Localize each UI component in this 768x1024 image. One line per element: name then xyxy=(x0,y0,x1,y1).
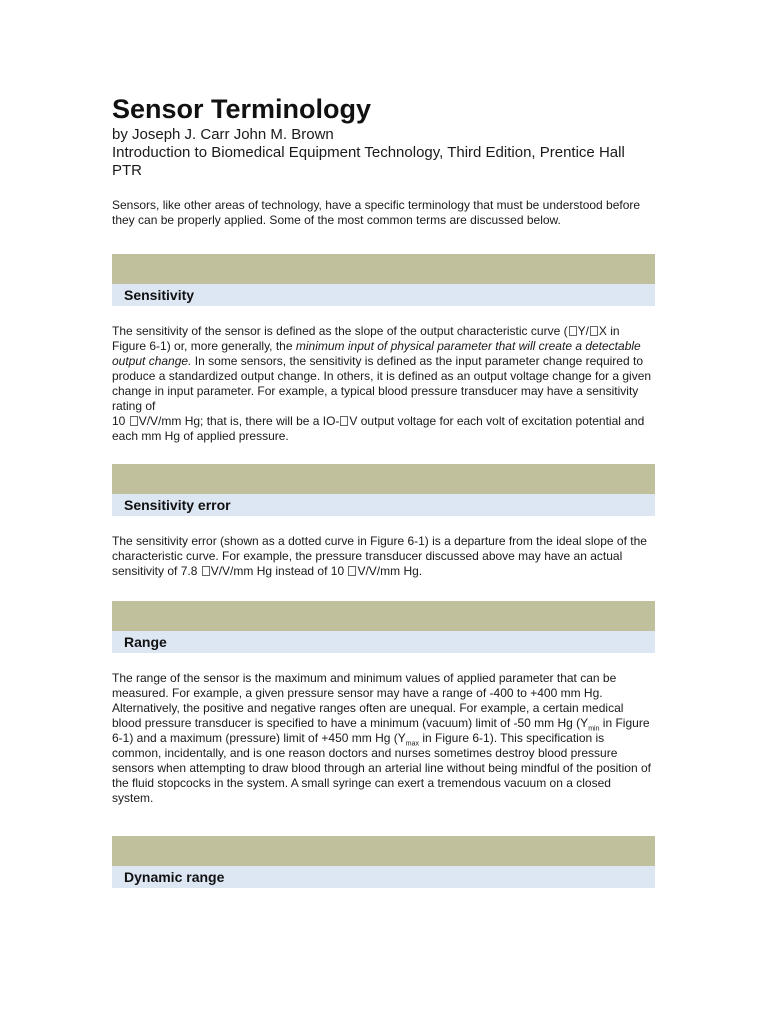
page-title: Sensor Terminology xyxy=(112,94,372,124)
missing-glyph-box xyxy=(130,416,138,426)
text-run: in Figure 6-1) and a maximum (pressure) limit of +450 mm Hg (Y xyxy=(112,716,650,745)
subscript-min: min xyxy=(588,725,600,733)
text-run: 10 xyxy=(112,414,129,428)
section-sensitivity-error xyxy=(112,464,655,579)
missing-glyph-box xyxy=(340,416,348,426)
section-heading-sensitivity: Sensitivity xyxy=(112,284,655,306)
text-run: Y/ xyxy=(577,324,589,338)
text-run: The sensitivity of the sensor is defined as the slope of the output characteristic curve ( xyxy=(112,324,568,338)
author-byline: by Joseph J. Carr John M. Brown xyxy=(112,126,334,143)
section-range xyxy=(112,601,655,806)
subscript-max: max xyxy=(405,740,419,748)
missing-glyph-box xyxy=(590,326,598,336)
text-run: X in Figure 6-1) or, more generally, the xyxy=(112,324,620,353)
text-run: V/V/mm Hg instead of 10 xyxy=(210,564,348,578)
sensitivity-error-paragraph xyxy=(112,534,655,579)
missing-glyph-box xyxy=(569,326,577,336)
italic-text-run: minimum input of physical parameter that will create a detectable output change. xyxy=(112,339,641,368)
text-run: V/V/mm Hg. xyxy=(357,564,423,578)
section-dynamic-range xyxy=(112,836,655,888)
section-sensitivity xyxy=(112,254,655,444)
intro-paragraph: Sensors, like other areas of technology, have a specific terminology that must be understood before they can be properly applied. Some of the most common terms are discussed below. xyxy=(112,198,641,227)
section-heading-sensitivity-error: Sensitivity error xyxy=(112,494,655,516)
section-heading-range: Range xyxy=(112,631,655,653)
text-run: V/V/mm Hg; that is, there will be a IO- xyxy=(138,414,340,428)
section-band xyxy=(112,836,655,866)
text-run: The sensitivity error (shown as a dotted curve in Figure 6-1) is a departure from the ideal slope of the characteristic curve. For example, the pressure transducer discussed above may have an actual sensitivity of 7.8 xyxy=(112,534,647,578)
section-band xyxy=(112,254,655,284)
text-run: V output voltage for each volt of excitation potential and each mm Hg of applied pressure. xyxy=(112,414,645,443)
missing-glyph-box xyxy=(348,566,356,576)
text-run: In some sensors, the sensitivity is defined as the input parameter change required to produce a standardized output change. In others, it is defined as an output voltage change for a given change in input parameter. For example, a typical blood pressure transducer may have a sensitivity rating of xyxy=(112,354,652,413)
source-citation: Introduction to Biomedical Equipment Technology, Third Edition, Prentice Hall PTR xyxy=(112,144,625,179)
missing-glyph-box xyxy=(202,566,210,576)
document-page xyxy=(112,92,655,888)
section-band xyxy=(112,601,655,631)
sensitivity-paragraph xyxy=(112,324,655,444)
section-heading-dynamic-range: Dynamic range xyxy=(112,866,655,888)
section-band xyxy=(112,464,655,494)
text-run: The range of the sensor is the maximum and minimum values of applied parameter that can be measured. For example, a given pressure sensor may have a range of -400 to +400 mm Hg. Alternatively, the positive and negative ranges often are unequal. For example, a certain medical blood pressure transducer is specified to have a minimum (vacuum) limit of -50 mm Hg (Y xyxy=(112,671,624,730)
range-paragraph xyxy=(112,671,655,806)
text-run: in Figure 6-1). This specification is common, incidentally, and is one reason doctors and nurses sometimes destroy blood pressure sensors when attempting to draw blood through an arterial line without being mindful of the position of the fluid stopcocks in the system. A small syringe can exert a tremendous vacuum on a closed system. xyxy=(112,731,651,805)
